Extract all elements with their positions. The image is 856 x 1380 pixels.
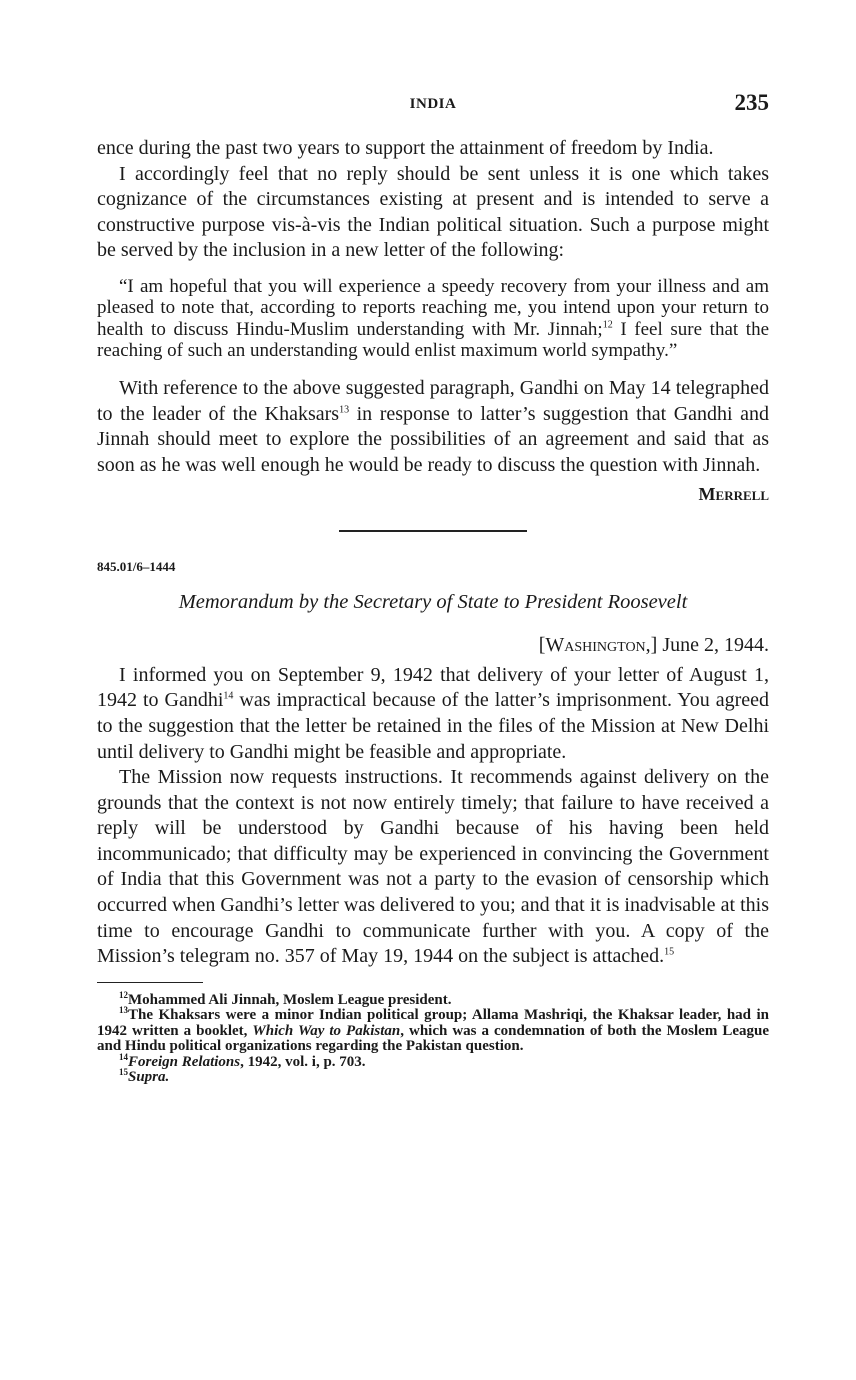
page-body (97, 136, 769, 1086)
footnote-12-number: 12 (119, 989, 128, 1000)
paragraph-reference-start: With reference to the above suggested paragraph, Gandhi on May 14 telegraphed to the leader of the Khaksars (97, 376, 769, 425)
paragraph-mission-text: The Mission now requests instructions. It recommends against delivery on the grounds that the context is not now entirely timely; that failure to have received a reply will be understood by Gandhi because of his having been held incommunicado; that difficulty may be experienced in convincing the Government of India that this Government was not a party to the evasion of censorship which occurred when Gandhi’s letter was delivered to you; and that it is inadvisable at this time to encourage Gandhi to communicate further with you. A copy of the Mission’s telegram no. 357 of May 19, 1944 on the subject is attached. (97, 766, 769, 968)
running-head: INDIA (409, 96, 457, 112)
paragraph-informed (97, 663, 769, 765)
footnote-14-number: 14 (119, 1051, 128, 1062)
quote-text-start: “I am hopeful that you will experience a speedy recovery from your illness and am pleased to note that, according to reports reaching me, you intend upon your return to health to discuss Hindu-Muslim understanding with Mr. Jinnah; (97, 275, 769, 340)
document-title: Memorandum by the Secretary of State to President Roosevelt (178, 590, 688, 613)
footnote-13-text-start: The Khaksars were a minor Indian political group; Allama Mashriqi, the Khaksar leader, had in 1942 written a booklet, (97, 1007, 769, 1039)
paragraph-continued: ence during the past two years to support the attainment of freedom by India. (97, 137, 714, 159)
footnote-ref-14: 14 (223, 690, 234, 702)
footnote-13-number: 13 (119, 1005, 128, 1016)
footnote-12-text: Mohammed Ali Jinnah, Moslem League president. (128, 991, 452, 1008)
page-number: 235 (734, 90, 769, 115)
footnote-divider (97, 982, 203, 983)
footnotes (97, 989, 769, 1086)
footnote-13-text-end: , which was a condemnation of both the Moslem League and Hindu political organizations regarding the Pakistan question. (97, 1022, 769, 1055)
paragraph-recommendation: I accordingly feel that no reply should be sent unless it is one which takes cognizance of the circumstances existing at present and is intended to serve a constructive purpose vis-à-vis the Indian political situation. Such a purpose might be served by the inclusion in a new letter of the following: (97, 162, 769, 262)
file-number: 845.01/6–1444 (97, 558, 176, 574)
dateline-date: June 2, 1944. (657, 634, 769, 657)
paragraph-mission (97, 765, 769, 970)
footnote-13 (97, 1005, 769, 1055)
footnote-13-booklet-title: Which Way to Pakistan (252, 1022, 401, 1039)
dateline (97, 633, 769, 659)
footnote-15-number: 15 (119, 1067, 128, 1078)
section-divider (339, 530, 527, 532)
footnote-ref-12: 12 (602, 319, 613, 331)
paragraph-reference-end: in response to latter’s suggestion that Gandhi and Jinnah should meet to explore the possibilities of an agreement and said that as soon as he was well enough he would be ready to discuss the question with Jinnah. (97, 402, 769, 476)
page-header (97, 92, 769, 122)
paragraph-reference (97, 376, 769, 478)
footnote-15-text: Supra. (128, 1069, 170, 1086)
suggested-quote (97, 276, 769, 362)
footnote-ref-13: 13 (339, 403, 350, 415)
signature: Merrell (698, 484, 769, 505)
quote-text-end: I feel sure that the reaching of such an understanding would enlist maximum world sympathy.” (97, 318, 770, 362)
footnote-15 (97, 1067, 769, 1086)
paragraph-informed-start: I informed you on September 9, 1942 that delivery of your letter of August 1, 1942 to Gandhi (97, 663, 769, 712)
dateline-place: [Washington,] (538, 634, 658, 657)
footnote-14-title: Foreign Relations (128, 1053, 241, 1070)
footnote-14 (97, 1051, 769, 1071)
footnote-ref-15: 15 (664, 946, 675, 958)
paragraph-informed-end: was impractical because of the latter’s imprisonment. You agreed to the suggestion that the letter be retained in the files of the Mission at New Delhi until delivery to Gandhi might be feasible and appropriate. (97, 689, 770, 763)
footnote-14-text: , 1942, vol. i, p. 703. (240, 1053, 366, 1070)
